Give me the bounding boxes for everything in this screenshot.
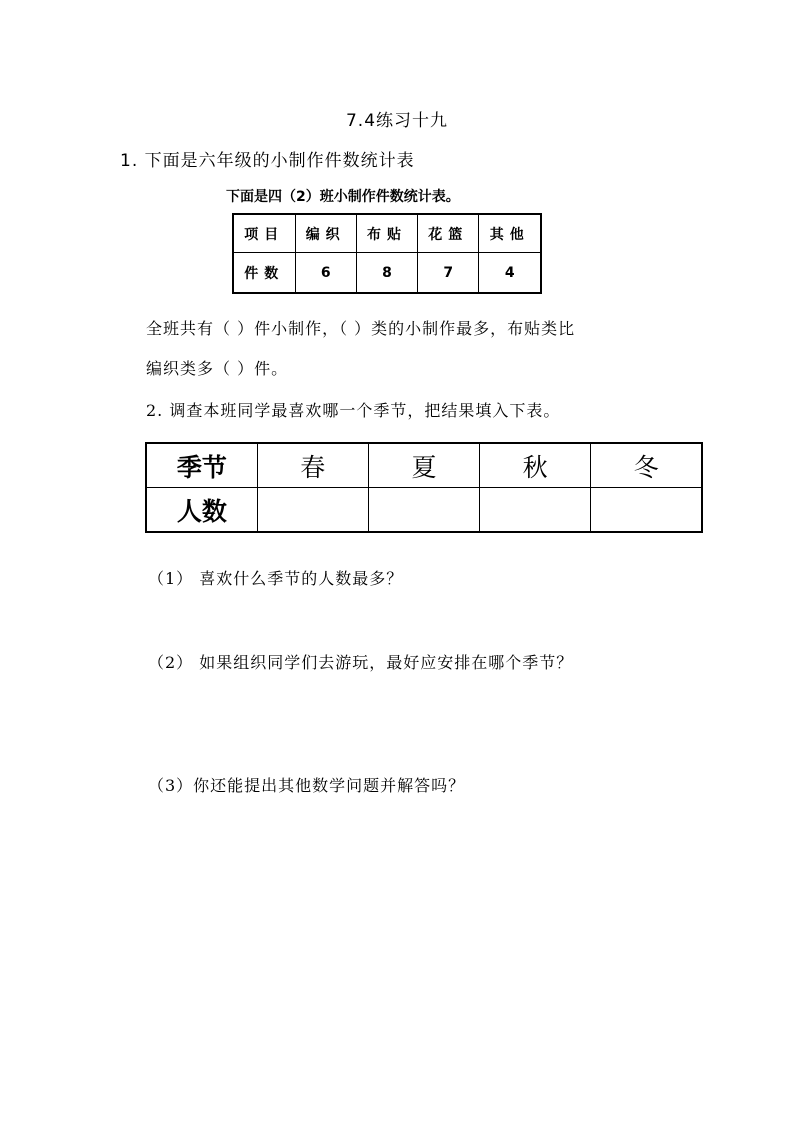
table-cell: 6	[295, 253, 356, 294]
question-1-text: 1. 下面是六年级的小制作件数统计表	[120, 151, 415, 171]
table-cell: 8	[356, 253, 417, 294]
table-1-caption: 下面是四（2）班小制作件数统计表。	[226, 189, 460, 205]
table-row	[233, 214, 541, 253]
table-cell-blank[interactable]	[591, 488, 702, 533]
table-header-cell: 编织	[295, 214, 356, 253]
question-2-text: 2. 调查本班同学最喜欢哪一个季节，把结果填入下表。	[146, 401, 561, 420]
crafts-count-table	[232, 213, 542, 294]
table-row	[233, 253, 541, 294]
table-header-cell: 布贴	[356, 214, 417, 253]
table-row	[146, 443, 702, 488]
season-survey-table	[145, 442, 703, 533]
table-row-label: 人数	[146, 488, 257, 533]
table-header-cell: 项目	[233, 214, 295, 253]
table-header-cell: 夏	[368, 443, 479, 488]
table-cell: 7	[418, 253, 479, 294]
table-header-cell: 秋	[480, 443, 591, 488]
question-1-blank-line-1: 全班共有（ ）件小制作，（ ）类的小制作最多，布贴类比	[146, 319, 576, 338]
table-header-cell: 冬	[591, 443, 702, 488]
table-cell: 4	[479, 253, 541, 294]
question-2-sub-2: （2） 如果组织同学们去游玩，最好应安排在哪个季节？	[148, 653, 574, 672]
question-1-blank-line-2: 编织类多（ ）件。	[146, 359, 289, 378]
table-header-cell: 春	[257, 443, 368, 488]
table-cell-blank[interactable]	[480, 488, 591, 533]
table-row	[146, 488, 702, 533]
table-header-cell: 其他	[479, 214, 541, 253]
question-2-sub-1: （1） 喜欢什么季节的人数最多？	[148, 569, 404, 588]
question-2-sub-3: （3）你还能提出其他数学问题并解答吗？	[148, 776, 466, 795]
table-header-cell: 花篮	[418, 214, 479, 253]
table-header-cell: 季节	[146, 443, 257, 488]
page-title: 7.4练习十九	[345, 111, 449, 131]
table-cell-blank[interactable]	[368, 488, 479, 533]
table-cell-blank[interactable]	[257, 488, 368, 533]
table-row-label: 件数	[233, 253, 295, 294]
